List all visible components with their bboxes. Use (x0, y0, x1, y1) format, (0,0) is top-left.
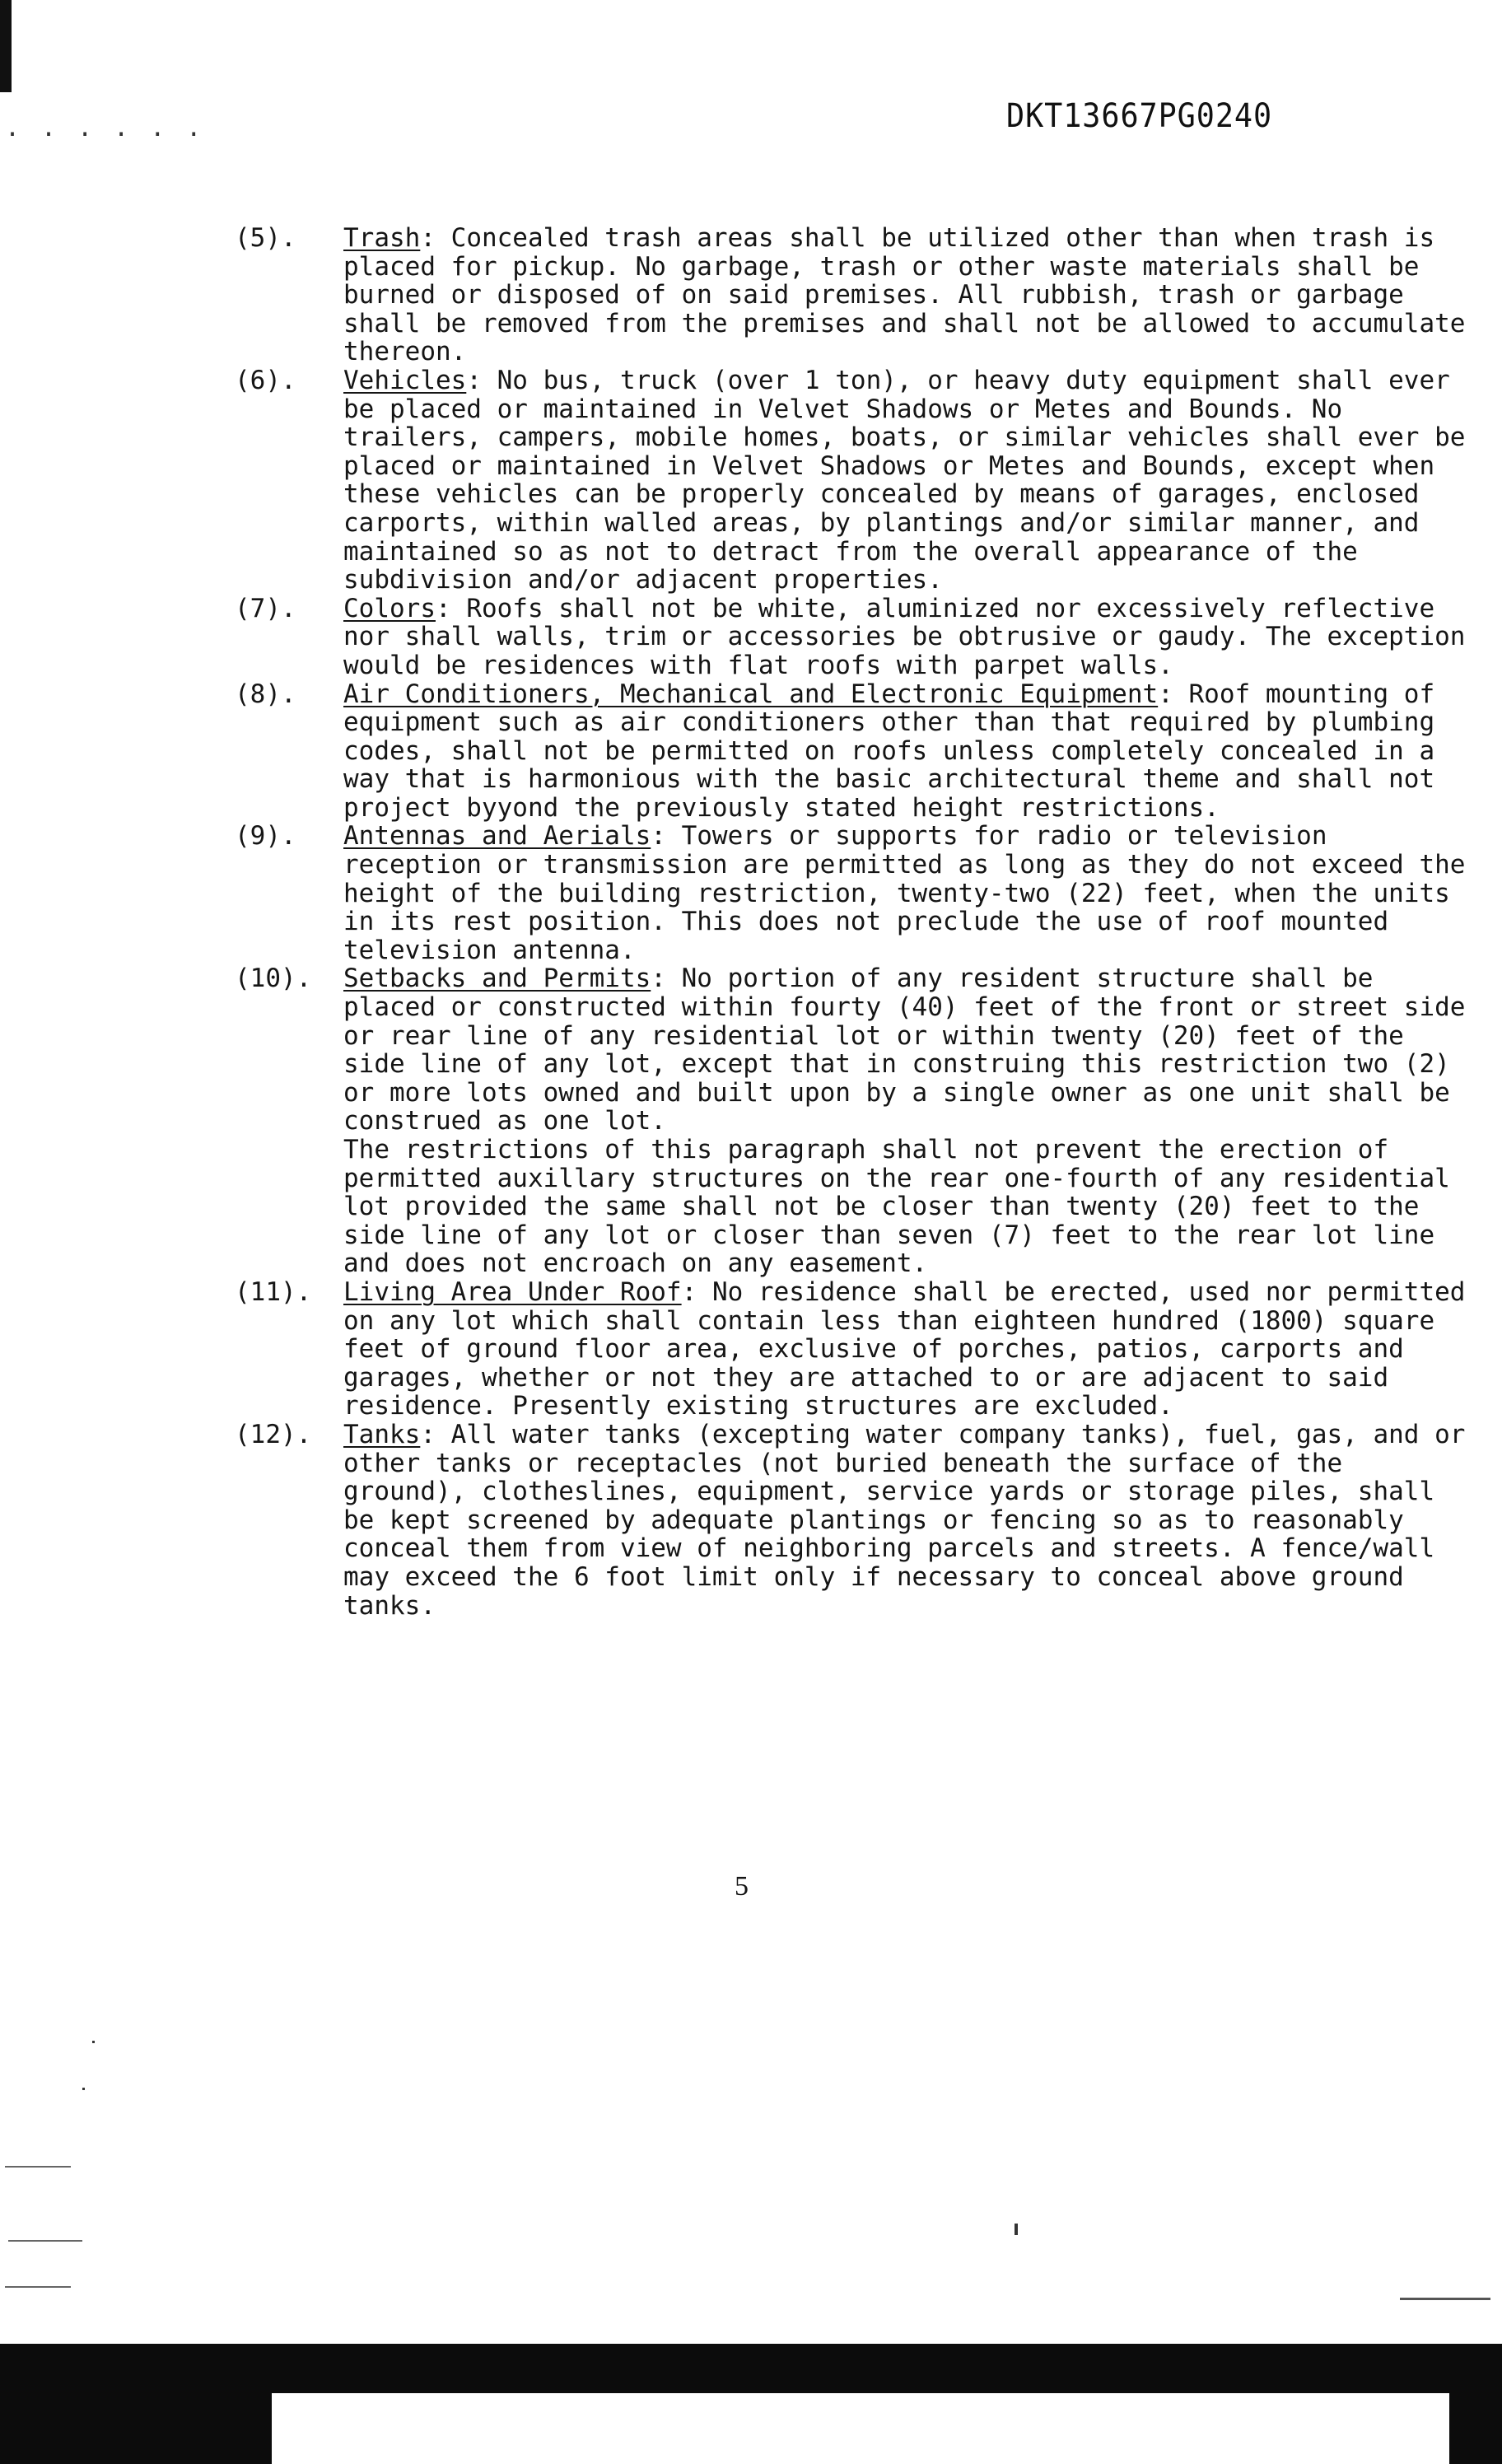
item-heading: Living Area Under Roof (343, 1276, 682, 1307)
restriction-item-8 (235, 680, 1478, 823)
item-heading: Air Conditioners, Mechanical and Electronic Equipment (343, 679, 1159, 709)
restriction-item-5 (235, 224, 1478, 366)
item-paragraph (343, 224, 1478, 366)
item-separator: : (1158, 679, 1189, 709)
item-heading: Trash (343, 223, 421, 253)
item-number: (7). (235, 593, 296, 623)
item-heading: Tanks (343, 1419, 421, 1449)
item-text: No residence shall be erected, used nor permitted on any lot which shall contain less than eighteen hundred (1800) square feet of ground floor area, exclusive of porches, patios, carports and garages, whether or not they are attached to or are adjacent to said residence. Presently existing structures are excluded. (343, 1276, 1466, 1421)
item-text: Concealed trash areas shall be utilized other than when trash is placed for pickup. No garbage, trash or other waste materials shall be burned or disposed of on said premises. All rubbish, trash or garbage shall be removed from the premises and shall not be allowed to accumulate thereon. (343, 223, 1466, 367)
restriction-item-7 (235, 595, 1478, 680)
item-separator: : (420, 1419, 451, 1449)
item-extra-paragraph: The restrictions of this paragraph shall not prevent the erection of permitted auxillary structures on the rear one-fourth of any residential lot provided the same shall not be closer than twenty (20) feet to the side line of any lot or closer than seven (7) feet to the rear lot line and does not encroach on any easement. (343, 1135, 1450, 1279)
restriction-item-6 (235, 366, 1478, 595)
item-paragraph (343, 595, 1478, 680)
item-number: (6). (235, 365, 296, 395)
item-paragraph (343, 366, 1478, 595)
item-number: (9). (235, 821, 296, 852)
restriction-item-9 (235, 822, 1478, 964)
item-number: (8). (235, 679, 296, 709)
item-separator: : (681, 1276, 712, 1307)
item-paragraph (343, 1421, 1478, 1620)
item-number: (10). (235, 964, 312, 994)
item-separator: : (651, 821, 682, 852)
item-number: (12). (235, 1419, 312, 1449)
item-heading: Setbacks and Permits (343, 964, 651, 994)
scan-dots: ...... (5, 114, 223, 142)
item-separator: : (651, 964, 682, 994)
item-paragraph (343, 680, 1478, 823)
scan-speck (5, 2166, 71, 2168)
scan-speck (5, 2286, 71, 2288)
item-heading: Colors (343, 593, 436, 623)
item-text: All water tanks (excepting water company tanks), fuel, gas, and or other tanks or receptacles (not buried beneath the surface of the ground), clotheslines, equipment, service yards or storage piles, shall be kept screened by adequate plantings or fencing so as to reasonably conceal them from view of neighboring parcels and streets. A fence/wall may exceed the 6 foot limit only if necessary to conceal above ground tanks. (343, 1419, 1466, 1621)
item-number: (11). (235, 1276, 312, 1307)
scan-bottom-gap (272, 2393, 1449, 2464)
scan-bottom-band (0, 2344, 1502, 2464)
restriction-item-10 (235, 964, 1478, 1278)
item-text: Towers or supports for radio or television reception or transmission are permitted as long as they do not exceed the height of the building restriction, twenty-two (22) feet, when the units in its rest position. This does not preclude the use of roof mounted television antenna. (343, 821, 1466, 965)
item-separator: : (466, 365, 497, 395)
page-number: 5 (735, 1871, 749, 1902)
scan-speck (82, 2088, 85, 2090)
restrictions-body (235, 224, 1478, 1620)
scan-speck (8, 2240, 82, 2242)
item-text: No bus, truck (over 1 ton), or heavy duty equipment shall ever be placed or maintained in Velvet Shadows or Metes and Bounds. No trailers, campers, mobile homes, boats, or similar vehicles shall ever be placed or maintained in Velvet Shadows or Metes and Bounds, except when these vehicles can be properly concealed by means of garages, enclosed carports, within walled areas, by plantings and/or similar manner, and maintained so as not to detract from the overall appearance of the subdivision and/or adjacent properties. (343, 365, 1466, 595)
item-text: Roofs shall not be white, aluminized nor excessively reflective nor shall walls, trim or accessories be obtrusive or gaudy. The exception would be residences with flat roofs with parpet walls. (343, 593, 1466, 680)
scan-speck (92, 2041, 95, 2043)
item-text: No portion of any resident structure shall be placed or constructed within fourty (40) feet of the front or street side or rear line of any residential lot or within twenty (20) feet of the side line of any lot, except that in construing this restriction two (2) or more lots owned and built upon by a single owner as one unit shall be construed as one lot. (343, 964, 1466, 1136)
item-paragraph (343, 822, 1478, 964)
item-text: Roof mounting of equipment such as air conditioners other than that required by plumbing codes, shall not be permitted on roofs unless completely concealed in a way that is harmonious with the basic architectural theme and shall not project byyond the previously stated height restrictions. (343, 679, 1435, 823)
restriction-item-12 (235, 1421, 1478, 1620)
scan-speck (1015, 2224, 1018, 2235)
scan-speck (1400, 2298, 1490, 2300)
restriction-item-11 (235, 1278, 1478, 1421)
item-separator: : (435, 593, 467, 623)
item-heading: Vehicles (343, 365, 467, 395)
item-number: (5). (235, 223, 296, 253)
item-separator: : (420, 223, 451, 253)
item-paragraph (343, 964, 1478, 1136)
item-paragraph (343, 1278, 1478, 1421)
item-heading: Antennas and Aerials (343, 821, 651, 852)
docket-number: DKT13667PG0240 (1006, 97, 1273, 135)
scan-edge-mark (0, 0, 12, 92)
